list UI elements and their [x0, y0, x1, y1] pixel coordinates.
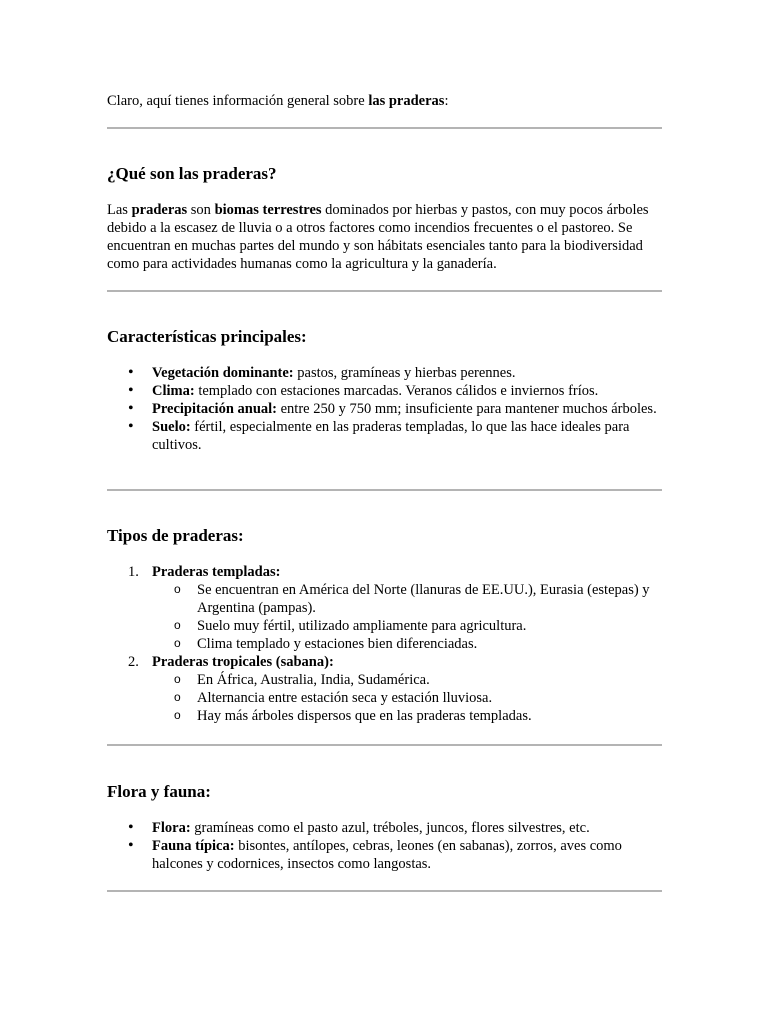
sublist-item: o Hay más árboles dispersos que en las praderas templadas. [152, 707, 662, 725]
divider-1 [107, 127, 662, 129]
intro-text: Claro, aquí tienes información general sobre [107, 93, 369, 109]
list-item [107, 819, 662, 837]
item-label: Fauna típica: [152, 838, 235, 854]
heading-flora-fauna: Flora y fauna: [107, 782, 211, 801]
item-label: Clima: [152, 383, 195, 399]
intro-paragraph [107, 92, 662, 110]
intro-bold: las praderas [368, 93, 445, 109]
sublist [152, 581, 662, 653]
list-item [107, 400, 662, 418]
item-number: 1. [128, 564, 139, 580]
item-text: pastos, gramíneas y hierbas perennes. [293, 365, 516, 381]
item-label: Precipitación anual: [152, 401, 277, 417]
item-label: Praderas templadas: [152, 564, 281, 580]
heading-que-son: ¿Qué son las praderas? [107, 164, 277, 183]
divider-4 [107, 744, 662, 746]
que-son-text-3: dominados por hierbas y pastos, con muy pocos árboles debido a la escasez de lluvia o a otros factores como incendios frecuentes o el pastoreo. Se encuentran en muchas partes del mundo y son hábitats esenciales tanto para la biodiversidad como para actividades humanas como la agricultura y la ganadería. [107, 202, 649, 272]
sublist-item: o En África, Australia, India, Sudamérica. [152, 671, 662, 689]
sublist-item: o Suelo muy fértil, utilizado ampliamente para agricultura. [152, 617, 662, 635]
item-label: Suelo: [152, 419, 191, 435]
sublist-item: o Clima templado y estaciones bien diferenciadas. [152, 635, 662, 653]
list-item [107, 563, 662, 653]
item-text: templado con estaciones marcadas. Veranos cálidos e inviernos fríos. [194, 383, 599, 399]
list-item [107, 382, 662, 400]
item-text: gramíneas como el pasto azul, tréboles, juncos, flores silvestres, etc. [190, 820, 590, 836]
que-son-text-2: son [187, 202, 215, 218]
intro-tail: : [444, 93, 449, 109]
item-label: Praderas tropicales (sabana): [152, 654, 334, 670]
divider-5 [107, 890, 662, 892]
que-son-bold-1: praderas [131, 202, 188, 218]
sublist-item: o Alternancia entre estación seca y estación lluviosa. [152, 689, 662, 707]
heading-tipos: Tipos de praderas: [107, 526, 244, 545]
list-item [107, 653, 662, 725]
item-number: 2. [128, 654, 139, 670]
sublist-item: o Se encuentran en América del Norte (llanuras de EE.UU.), Eurasia (estepas) y Argentina (pampas). [152, 581, 662, 617]
caracteristicas-list [107, 364, 662, 454]
item-text: entre 250 y 750 mm; insuficiente para mantener muchos árboles. [277, 401, 657, 417]
item-label: Flora: [152, 820, 191, 836]
list-item [107, 837, 662, 873]
list-item [107, 418, 662, 454]
sublist [152, 671, 662, 725]
que-son-paragraph [107, 201, 662, 273]
item-label: Vegetación dominante: [152, 365, 294, 381]
divider-2 [107, 290, 662, 292]
que-son-text-1: Las [107, 202, 132, 218]
flora-fauna-list [107, 819, 662, 873]
tipos-list [107, 563, 662, 725]
item-text: bisontes, antílopes, cebras, leones (en sabanas), zorros, aves como halcones y codornices, insectos como langostas. [152, 838, 622, 872]
list-item [107, 364, 662, 382]
item-text: fértil, especialmente en las praderas templadas, lo que las hace ideales para cultivos. [152, 419, 630, 453]
heading-caracteristicas: Características principales: [107, 327, 307, 346]
que-son-bold-2: biomas terrestres [214, 202, 322, 218]
divider-3 [107, 489, 662, 491]
